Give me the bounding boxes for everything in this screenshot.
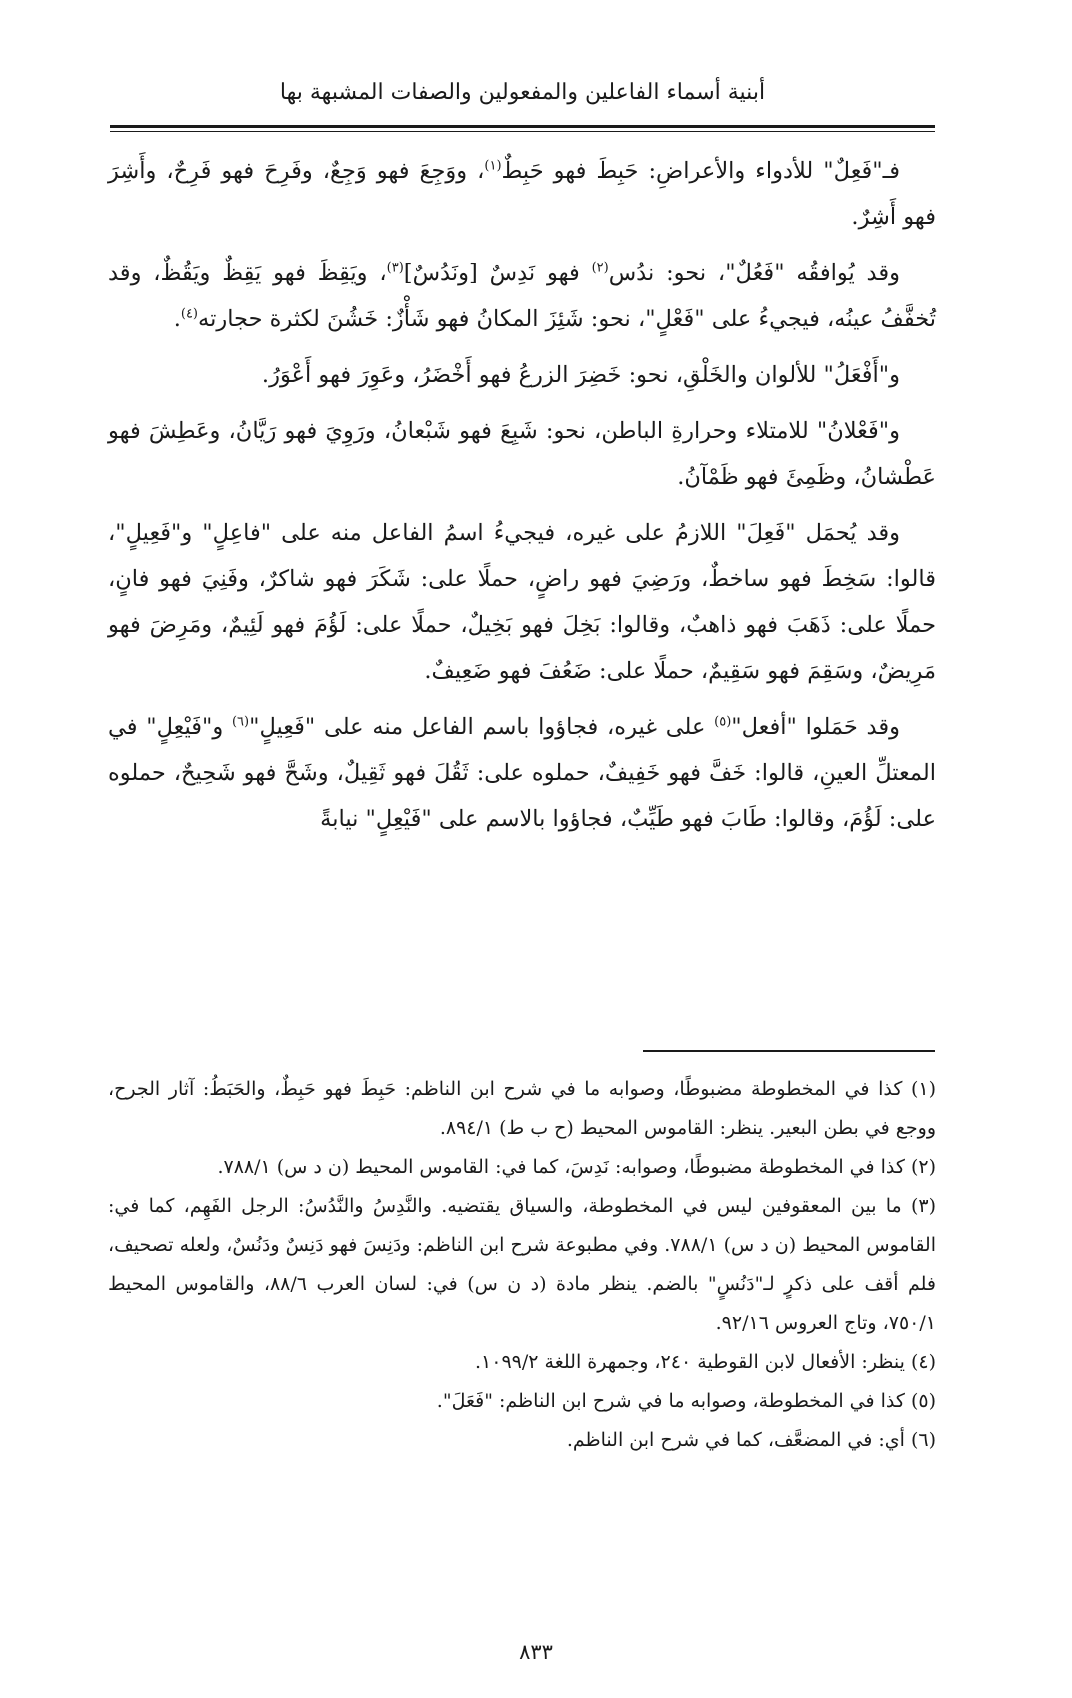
main-text — [108, 148, 936, 852]
footnote-ref: (١) — [484, 158, 502, 174]
paragraph-text: وقد حَمَلوا "أفعل" — [731, 714, 900, 740]
footnote-ref: (٢) — [591, 260, 609, 276]
paragraph — [108, 250, 936, 342]
paragraph-text: على غيره، فجاؤوا باسم الفاعل منه على "فَعِيلٍ" — [249, 714, 715, 740]
footnote: (٥) كذا في المخطوطة، وصوابه ما في شرح ابن الناظم: "فَعَلَ". — [436, 1390, 936, 1412]
paragraph — [108, 148, 936, 240]
footnotes — [108, 1070, 936, 1460]
paragraph — [108, 704, 936, 842]
paragraph-text: فـ"فَعِلٌ" للأدواء والأعراضِ: حَبِطَ فهو حَبِطٌ — [501, 158, 901, 184]
header-rule-thin — [110, 131, 935, 132]
paragraph-text: ، ووَجِعَ فهو وَجِعٌ، وفَرِحَ فهو فَرِحٌ، وأَشِرَ فهو أَشِرٌ. — [108, 158, 936, 230]
paragraph-text: فهو نَدِسٌ [ونَدُسٌ] — [403, 260, 592, 286]
footnote-ref: (٦) — [231, 714, 250, 730]
footnote: (٦) أي: في المضعَّف، كما في شرح ابن الناظم. — [566, 1429, 936, 1451]
footnote-ref: (٣) — [386, 260, 404, 276]
page-number: ٨٣٣ — [519, 1640, 553, 1664]
header-rule-thick — [110, 125, 935, 128]
footnote-ref: (٤) — [180, 306, 198, 322]
paragraph-text: . — [173, 306, 181, 332]
paragraph-text: و"فَعْلانُ" للامتلاء وحرارةِ الباطن، نحو: شَبِعَ فهو شَبْعانُ، ورَوِيَ فهو رَيَّانُ، وعَطِشَ فهو عَطْشانُ، وظَمِئَ فهو ظَمْآنُ. — [108, 418, 936, 490]
paragraph — [108, 352, 936, 398]
running-header: أبنية أسماء الفاعلين والمفعولين والصفات المشبهة بها — [279, 80, 766, 105]
footnote-ref: (٥) — [714, 714, 732, 730]
paragraph-text: وقد يُوافقُه "فَعُلٌ"، نحو: ندُس — [608, 260, 900, 286]
footnote: (٣) ما بين المعقوفين ليس في المخطوطة، والسياق يقتضيه. والنَّدِسُ والنَّدُسُ: الرجل الفَهِم، كما في: القاموس المحيط (ن د س) ٧٨٨/١. وفي مطبوعة شرح ابن الناظم: ودَنِسَ فهو دَنِسٌ ودَنُسٌ، ولعله تصحيف، فلم أقف على ذكرٍ لـ"دَنُسٍ" بالضم. ينظر مادة (د ن س) في: لسان العرب ٨٨/٦، والقاموس المحيط ٧٥٠/١، وتاج العروس ٩٢/١٦. — [108, 1195, 936, 1334]
paragraph-text: ، ويَقِظَ فهو يَقِظٌ ويَقُظٌ، وقد تُخفَّفُ عينُه، فيجيءُ على "فَعْلٍ"، نحو: شَئِزَ المكانُ فهو شَأْزٌ: خَشُنَ لكثرة حجارته — [108, 260, 936, 332]
footnote: (٤) ينظر: الأفعال لابن القوطية ٢٤٠، وجمهرة اللغة ١٠٩٩/٢. — [475, 1351, 936, 1373]
paragraph-text: وقد يُحمَل "فَعِلَ" اللازمُ على غيره، فيجيءُ اسمُ الفاعل منه على "فاعِلٍ" و"فَعِيلٍ"، قالوا: سَخِطَ فهو ساخطٌ، ورَضِيَ فهو راضٍ، حملًا على: شَكَرَ فهو شاكرٌ، وفَنِيَ فهو فانٍ، حملًا على: ذَهَبَ فهو ذاهبٌ، وقالوا: بَخِلَ فهو بَخِيلٌ، حملًا على: لَؤُمَ فهو لَئِيمٌ، ومَرِضَ فهو مَرِيضٌ، وسَقِمَ فهو سَقِيمٌ، حملًا على: ضَعُفَ فهو ضَعِيفٌ. — [108, 520, 936, 684]
footnote: (١) كذا في المخطوطة مضبوطًا، وصوابه ما في شرح ابن الناظم: حَبِطَ فهو حَبِطٌ، والحَبَطُ: آثار الجرح، ووجع في بطن البعير. ينظر: القاموس المحيط (ح ب ط) ٨٩٤/١. — [108, 1078, 936, 1139]
footnote-separator — [643, 1050, 935, 1052]
paragraph-text: و"فَيْعِلٍ" في المعتلِّ العينِ، قالوا: خَفَّ فهو خَفِيفٌ، حملوه على: ثَقُلَ فهو ثَقِيلٌ، وشَحَّ فهو شَحِيحٌ، حملوه على: لَؤُمَ، وقالوا: طَابَ فهو طَيِّبٌ، فجاؤوا بالاسم على "فَيْعِلٍ" نيابةً — [108, 714, 936, 832]
paragraph — [108, 408, 936, 500]
paragraph — [108, 510, 936, 694]
footnote: (٢) كذا في المخطوطة مضبوطًا، وصوابه: نَدِسَ، كما في: القاموس المحيط (ن د س) ٧٨٨/١. — [217, 1156, 936, 1178]
paragraph-text: و"أَفْعَلُ" للألوان والخَلْقِ، نحو: خَضِرَ الزرعُ فهو أَخْضَرُ، وعَوِرَ فهو أَعْوَرُ. — [261, 362, 900, 388]
